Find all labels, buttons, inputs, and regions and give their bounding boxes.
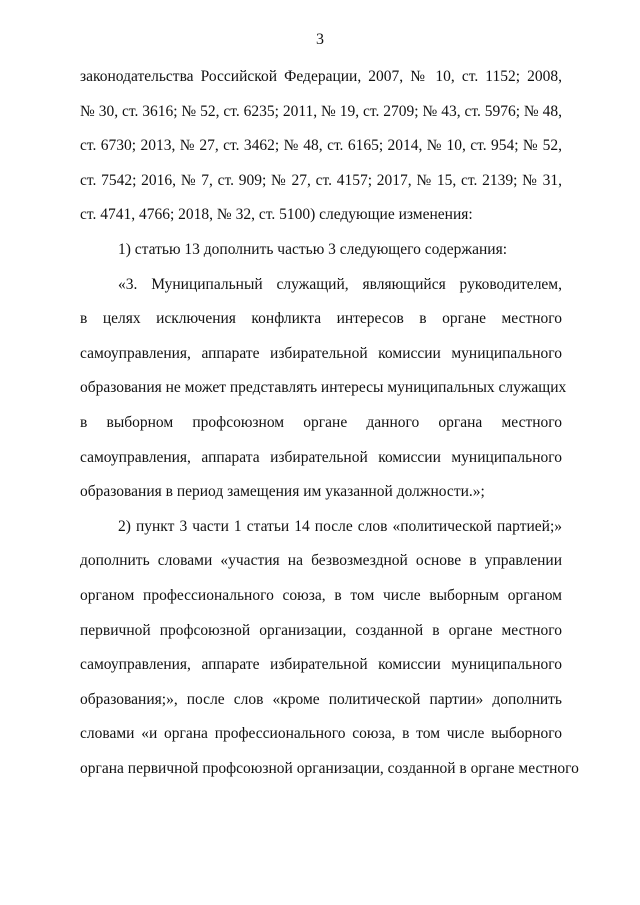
text-line: самоуправления, аппарата избирательной комиссии муниципального bbox=[80, 448, 562, 466]
text-line: ст. 6730; 2013, № 27, ст. 3462; № 48, ст. 6165; 2014, № 10, ст. 954; № 52, bbox=[80, 137, 562, 155]
text-line: дополнить словами «участия на безвозмездной основе в управлении bbox=[80, 552, 562, 570]
text-line: 2) пункт 3 части 1 статьи 14 после слов «политической партией;» bbox=[118, 517, 562, 535]
text-line: 1) статью 13 дополнить частью 3 следующего содержания: bbox=[118, 240, 508, 258]
text-line: органа первичной профсоюзной организации, созданной в органе местного bbox=[80, 759, 579, 777]
text-line: образования;», после слов «кроме политической партии» дополнить bbox=[80, 690, 562, 708]
text-line: словами «и органа профессионального союза, в том числе выборного bbox=[80, 725, 562, 743]
text-line: «3. Муниципальный служащий, являющийся руководителем, bbox=[118, 275, 562, 293]
page-number: 3 bbox=[316, 31, 324, 48]
text-line: органом профессионального союза, в том числе выборным органом bbox=[80, 586, 562, 604]
text-line: № 30, ст. 3616; № 52, ст. 6235; 2011, № 19, ст. 2709; № 43, ст. 5976; № 48, bbox=[80, 102, 562, 120]
text-line: в выборном профсоюзном органе данного органа местного bbox=[80, 413, 562, 431]
text-line: образования в период замещения им указанной должности.»; bbox=[80, 483, 485, 501]
text-line: самоуправления, аппарате избирательной комиссии муниципального bbox=[80, 344, 562, 362]
text-line: законодательства Российской Федерации, 2007, № 10, ст. 1152; 2008, bbox=[80, 68, 562, 85]
text-line: ст. 4741, 4766; 2018, № 32, ст. 5100) следующие изменения: bbox=[80, 206, 473, 224]
document-body bbox=[80, 64, 579, 790]
text-line: самоуправления, аппарате избирательной комиссии муниципального bbox=[80, 656, 562, 674]
text-line: первичной профсоюзной организации, созданной в органе местного bbox=[80, 621, 562, 639]
text-line: образования не может представлять интересы муниципальных служащих bbox=[80, 379, 567, 397]
text-line: в целях исключения конфликта интересов в органе местного bbox=[80, 310, 562, 328]
text-line: ст. 7542; 2016, № 7, ст. 909; № 27, ст. 4157; 2017, № 15, ст. 2139; № 31, bbox=[80, 171, 562, 189]
